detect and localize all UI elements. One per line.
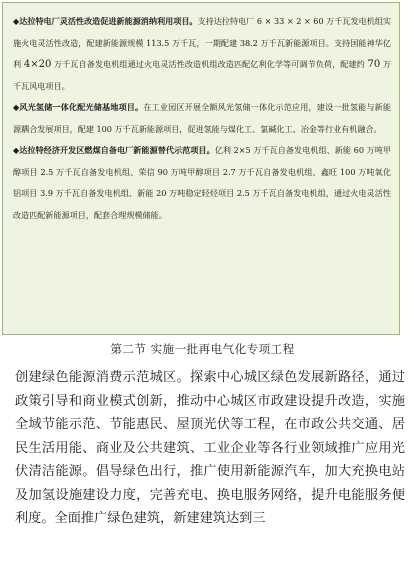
key-projects-box [2, 2, 400, 335]
project-title: 风光氢储一体化配光储基地项目。 [19, 102, 144, 112]
diamond-bullet-icon: ◆ [13, 102, 20, 112]
project-dalate-power-plant [13, 11, 391, 97]
project-hydrogen-storage [13, 97, 391, 140]
project-text: 在工业园区开展全额风光氢储一体化示范应用，建设一批氢能与新能源耦合发展项目，配建 100 万千瓦新能源项目，促进氢能与煤化工、氯碱化工、冶金等行业有机融合。 [13, 102, 391, 134]
diamond-bullet-icon: ◆ [13, 16, 20, 26]
section-heading: 第二节 实施一批再电气化专项工程 [110, 342, 295, 356]
project-text: 万千瓦风电项目。 [13, 59, 391, 91]
diamond-bullet-icon: ◆ [13, 145, 20, 155]
project-figure: 4×20 [23, 59, 52, 70]
project-figure: 70 [367, 59, 381, 70]
project-title: 达拉特电厂灵活性改造促进新能源消纳利用项目。 [19, 16, 198, 26]
body-paragraph: 创建绿色能源消费示范城区。探索中心城区绿色发展新路径，通过政策引导和商业模式创新，推动中心城区市政建设提升改造，实施全域节能示范、节能惠民、屋顶光伏等工程，在市政公共交通、居民生活用能、商业及公共建筑、工业企业等各行业领域推广应用光伏清洁能源。倡导绿色出行，推广使用新能源汽车，加大充换电站及加氢设施建设力度，完善充电、换电服务网络，提升电能服务便利度。全面推广绿色建筑，新建建筑达到三 [15, 370, 405, 526]
project-text: 亿利 2×5 万千瓦自备发电机组、新能 60 万吨甲醇项目 2.5 万千瓦自备发电机组、荣信 90 万吨甲醇项目 2.7 万千瓦自备发电机组、鑫旺 100 万吨氧化铝项目 3.9 万千瓦自备发电机组、新能 20 万吨稳定轻烃项目 2.5 万千瓦自备发电机组，通过火电灵活性改造匹配新能源项目，配套合理规模储能。 [13, 145, 391, 220]
project-title: 达拉特经济开发区燃煤自备电厂新能源替代示范项目。 [19, 145, 215, 155]
project-coal-replacement [13, 140, 391, 226]
project-text: 万千瓦自备发电机组通过火电灵活性改造机组改造匹配亿利化学等可调节负荷，配建约 [51, 59, 368, 69]
project-text: 支持达拉特电厂 6 × 33 × 2 × 60 万千瓦发电机组实施火电灵活性改造，配建新能源规模 113.5 万千瓦，一期配建 38.2 万千瓦新能源项目。支持国能神华亿利 [13, 16, 392, 69]
